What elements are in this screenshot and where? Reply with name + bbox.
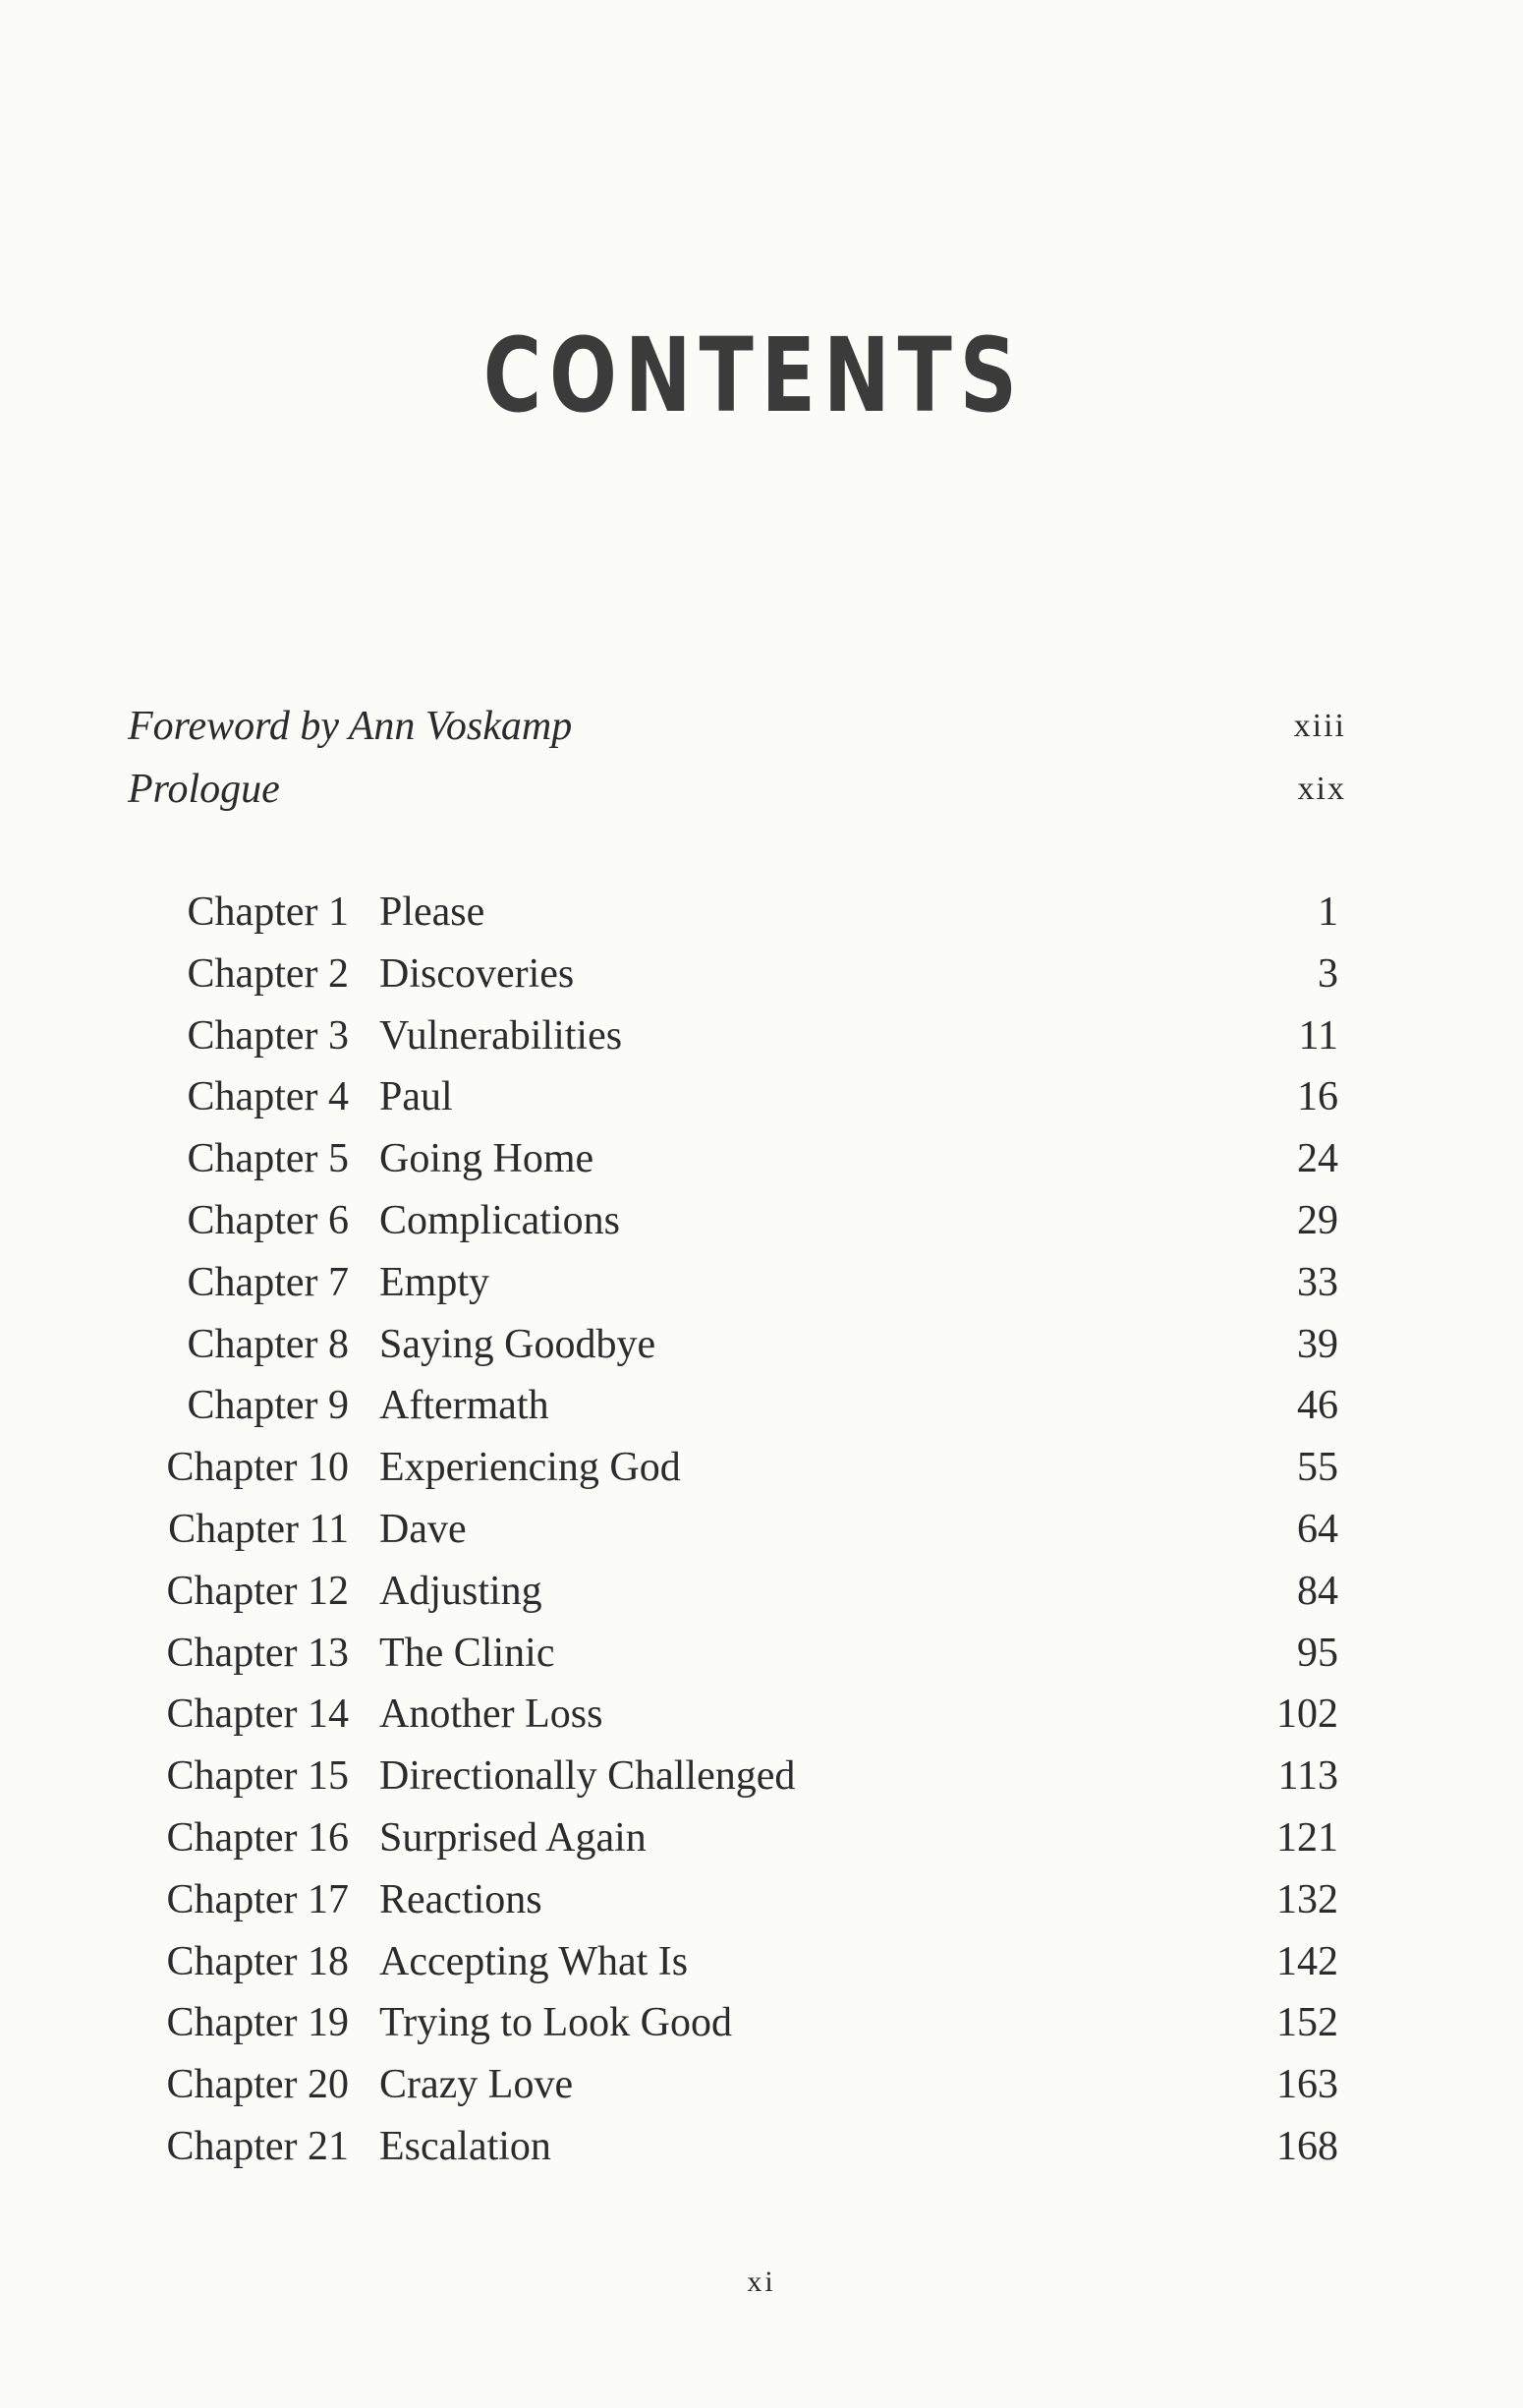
- chapter-title: Trying to Look Good: [379, 2000, 732, 2046]
- chapter-row: [0, 1375, 1523, 1436]
- front-matter-label: Foreword by Ann Voskamp: [128, 704, 573, 749]
- chapter-number: Chapter 1: [187, 889, 349, 935]
- chapter-row: [0, 2054, 1523, 2115]
- chapter-row: [0, 1066, 1523, 1127]
- chapter-title: Adjusting: [379, 1568, 542, 1614]
- chapter-row: [0, 1128, 1523, 1189]
- chapter-page-number: 95: [1297, 1630, 1338, 1676]
- chapter-page-number: 24: [1297, 1136, 1338, 1182]
- chapter-title: Empty: [379, 1259, 489, 1305]
- chapter-number: Chapter 19: [166, 2000, 349, 2046]
- chapter-page-number: 29: [1297, 1198, 1338, 1243]
- front-matter-item: [128, 758, 1346, 821]
- chapter-number: Chapter 13: [166, 1630, 349, 1676]
- chapter-number: Chapter 2: [187, 950, 349, 997]
- chapter-title: Escalation: [379, 2124, 551, 2169]
- chapter-number: Chapter 5: [187, 1136, 349, 1182]
- chapter-page-number: 102: [1276, 1691, 1338, 1738]
- chapter-number: Chapter 6: [187, 1198, 349, 1243]
- front-matter-page: xiii: [1293, 708, 1346, 744]
- page-number: xi: [747, 2265, 776, 2298]
- chapter-title: Going Home: [379, 1136, 594, 1182]
- page-title: CONTENTS: [482, 315, 1025, 435]
- chapter-number: Chapter 14: [166, 1691, 349, 1738]
- chapter-number: Chapter 3: [187, 1012, 349, 1059]
- chapter-page-number: 11: [1298, 1012, 1338, 1059]
- chapter-page-number: 163: [1276, 2062, 1338, 2108]
- chapter-page-number: 46: [1297, 1383, 1338, 1429]
- chapter-title: Please: [379, 889, 485, 935]
- chapter-number: Chapter 4: [187, 1074, 349, 1120]
- front-matter-item: [128, 695, 1346, 758]
- chapter-number: Chapter 11: [168, 1507, 349, 1552]
- chapter-row: [0, 1869, 1523, 1930]
- chapter-row: [0, 1684, 1523, 1745]
- chapter-page-number: 39: [1297, 1321, 1338, 1367]
- chapter-title: Another Loss: [379, 1691, 603, 1738]
- chapter-number: Chapter 15: [166, 1753, 349, 1800]
- chapter-title: Vulnerabilities: [379, 1012, 623, 1059]
- chapter-number: Chapter 21: [166, 2124, 349, 2169]
- chapter-title: Paul: [379, 1074, 453, 1120]
- chapter-page-number: 16: [1297, 1074, 1338, 1120]
- front-matter-list: [128, 695, 1346, 821]
- chapter-number: Chapter 7: [187, 1259, 349, 1305]
- chapter-page-number: 152: [1276, 2000, 1338, 2046]
- chapter-number: Chapter 20: [166, 2062, 349, 2108]
- chapter-page-number: 55: [1297, 1445, 1338, 1491]
- chapter-title: Reactions: [379, 1876, 542, 1922]
- front-matter-page: xix: [1297, 771, 1346, 807]
- chapter-row: [0, 1807, 1523, 1868]
- chapter-title: Saying Goodbye: [379, 1321, 656, 1367]
- chapter-row: [0, 1252, 1523, 1313]
- chapter-page-number: 33: [1297, 1259, 1338, 1305]
- chapter-title: The Clinic: [379, 1630, 555, 1676]
- chapter-number: Chapter 8: [187, 1321, 349, 1367]
- chapter-row: [0, 2116, 1523, 2177]
- chapter-page-number: 3: [1318, 950, 1338, 997]
- chapter-page-number: 142: [1276, 1938, 1338, 1984]
- chapter-row: [0, 1561, 1523, 1622]
- chapter-number: Chapter 10: [166, 1445, 349, 1491]
- chapter-title: Aftermath: [379, 1383, 549, 1429]
- chapter-row: [0, 1746, 1523, 1806]
- chapter-row: [0, 1992, 1523, 2053]
- chapter-row: [0, 1931, 1523, 1992]
- chapter-number: Chapter 17: [166, 1876, 349, 1922]
- chapter-title: Crazy Love: [379, 2062, 574, 2108]
- chapter-row: [0, 1005, 1523, 1066]
- chapter-page-number: 168: [1276, 2124, 1338, 2169]
- chapter-title: Complications: [379, 1198, 620, 1243]
- chapter-page-number: 64: [1297, 1507, 1338, 1552]
- chapter-number: Chapter 16: [166, 1815, 349, 1861]
- chapter-row: [0, 1499, 1523, 1560]
- chapter-title: Accepting What Is: [379, 1938, 689, 1984]
- chapter-page-number: 113: [1277, 1753, 1338, 1800]
- front-matter-label: Prologue: [128, 767, 280, 812]
- chapter-row: [0, 882, 1523, 943]
- chapter-number: Chapter 12: [166, 1568, 349, 1614]
- chapter-title: Experiencing God: [379, 1445, 681, 1491]
- chapter-row: [0, 1623, 1523, 1684]
- chapter-number: Chapter 18: [166, 1938, 349, 1984]
- chapter-number: Chapter 9: [187, 1383, 349, 1429]
- chapter-row: [0, 944, 1523, 1004]
- chapter-title: Directionally Challenged: [379, 1753, 796, 1800]
- chapter-row: [0, 1314, 1523, 1375]
- chapter-row: [0, 1190, 1523, 1251]
- chapter-title: Discoveries: [379, 950, 575, 997]
- chapter-page-number: 132: [1276, 1876, 1338, 1922]
- chapter-page-number: 1: [1318, 889, 1338, 935]
- chapter-title: Dave: [379, 1507, 467, 1552]
- chapter-row: [0, 1437, 1523, 1498]
- chapter-page-number: 84: [1297, 1568, 1338, 1614]
- chapter-page-number: 121: [1276, 1815, 1338, 1861]
- chapter-title: Surprised Again: [379, 1815, 647, 1861]
